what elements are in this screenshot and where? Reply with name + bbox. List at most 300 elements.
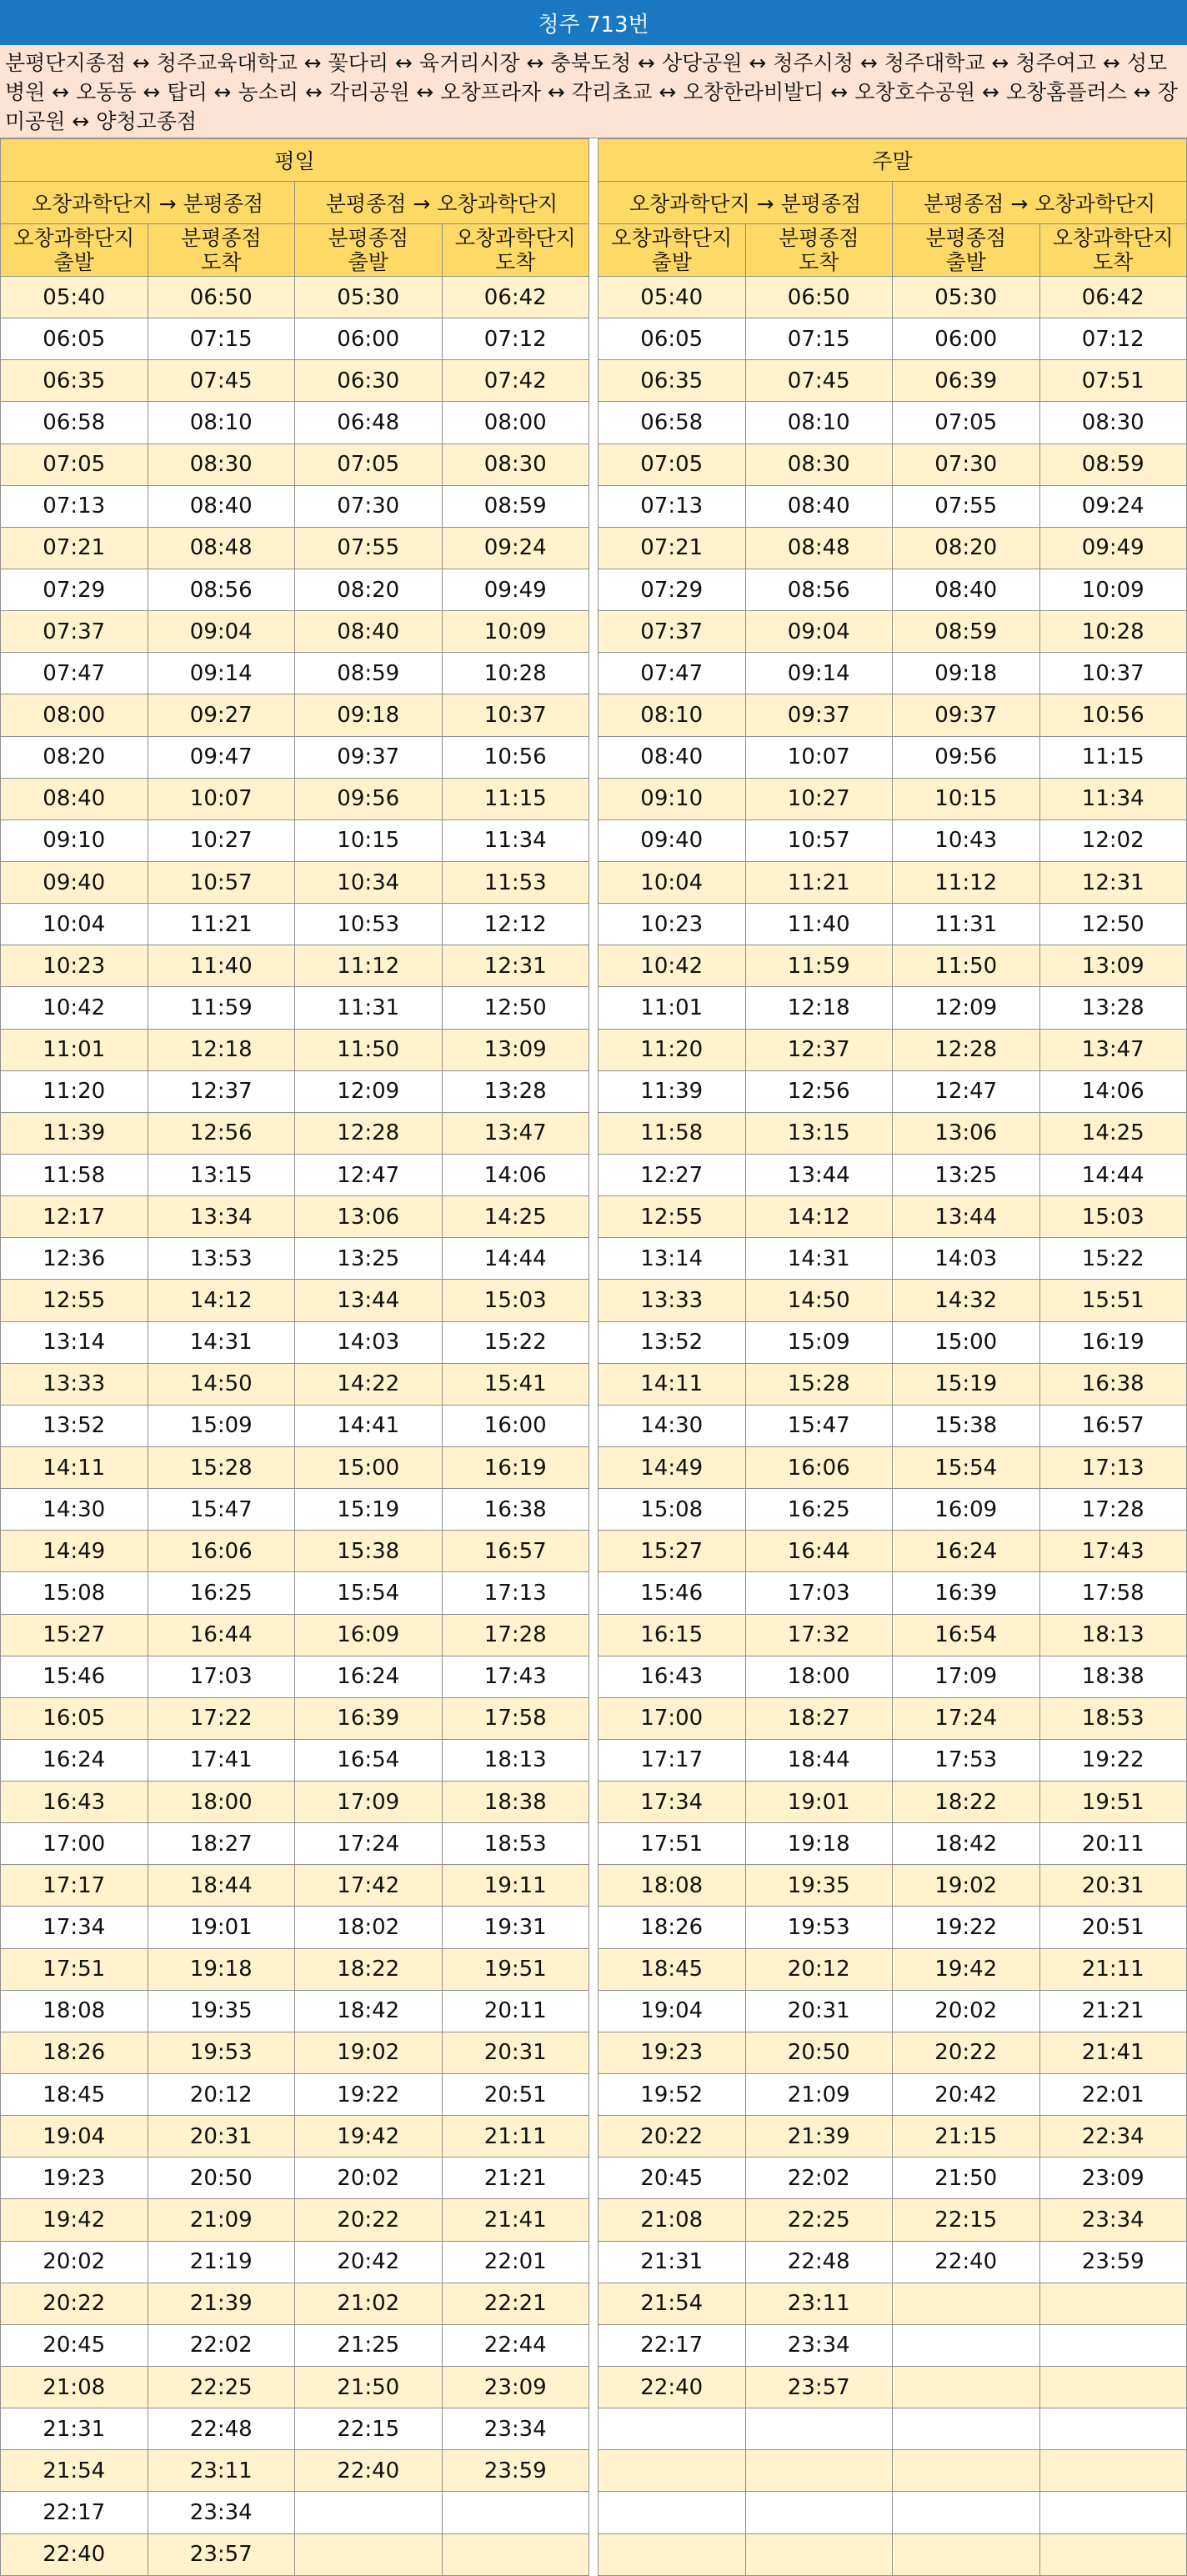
table-row [1, 653, 589, 694]
time-cell: 05:40 [1, 277, 148, 318]
time-cell: 13:52 [1, 1405, 148, 1446]
time-cell: 13:28 [1039, 987, 1187, 1029]
time-cell: 11:40 [148, 945, 295, 987]
time-cell: 20:31 [148, 2116, 295, 2158]
table-row [1, 277, 589, 318]
table-row [599, 1238, 1187, 1280]
time-cell: 15:28 [745, 1363, 893, 1405]
time-cell: 11:21 [148, 904, 295, 945]
table-row [1, 2367, 589, 2408]
time-cell: 20:22 [599, 2116, 746, 2158]
table-row [1, 1614, 589, 1656]
time-cell: 16:57 [442, 1531, 589, 1572]
time-cell: 12:09 [893, 987, 1040, 1029]
table-row [1, 2158, 589, 2199]
time-cell: 23:59 [442, 2450, 589, 2492]
time-cell: 08:59 [893, 611, 1040, 653]
time-cell: 15:00 [295, 1446, 443, 1488]
time-cell: 17:24 [295, 1823, 443, 1865]
time-cell: 12:27 [599, 1154, 746, 1195]
time-cell: 21:21 [1039, 1990, 1187, 2032]
time-cell: 08:48 [745, 527, 893, 569]
table-row [599, 2367, 1187, 2408]
time-cell: 22:21 [442, 2283, 589, 2324]
time-cell: 17:13 [1039, 1446, 1187, 1488]
time-cell: 07:05 [599, 444, 746, 485]
time-cell: 10:37 [1039, 653, 1187, 694]
time-cell: 11:39 [599, 1070, 746, 1112]
time-cell: 17:24 [893, 1697, 1040, 1739]
time-cell: 21:39 [745, 2116, 893, 2158]
time-cell [893, 2533, 1040, 2575]
time-cell: 12:17 [1, 1196, 148, 1238]
time-cell: 05:40 [599, 277, 746, 318]
time-cell: 14:06 [442, 1154, 589, 1195]
time-cell: 14:30 [1, 1489, 148, 1531]
time-cell: 17:28 [442, 1614, 589, 1656]
time-cell: 18:45 [599, 1948, 746, 1990]
time-cell: 17:17 [599, 1739, 746, 1781]
time-cell: 06:48 [295, 402, 443, 444]
time-cell: 11:58 [1, 1154, 148, 1195]
time-cell [745, 2533, 893, 2575]
time-cell [1039, 2492, 1187, 2533]
table-row [599, 1446, 1187, 1488]
time-cell: 19:18 [745, 1823, 893, 1865]
time-cell [745, 2408, 893, 2450]
time-cell: 11:31 [893, 904, 1040, 945]
weekday-header: 평일 [1, 139, 589, 182]
time-cell: 22:15 [893, 2199, 1040, 2241]
time-cell: 09:37 [745, 694, 893, 736]
table-row [1, 987, 589, 1029]
time-cell: 16:54 [295, 1739, 443, 1781]
time-cell: 15:54 [295, 1572, 443, 1614]
time-cell: 22:40 [893, 2241, 1040, 2283]
time-cell: 07:12 [442, 318, 589, 360]
col-header-depart: 오창과학단지 출발 [599, 224, 746, 277]
table-row [599, 1739, 1187, 1781]
time-cell: 12:09 [295, 1070, 443, 1112]
time-cell: 21:50 [893, 2158, 1040, 2199]
time-cell: 14:06 [1039, 1070, 1187, 1112]
table-row [599, 1363, 1187, 1405]
time-cell: 21:08 [599, 2199, 746, 2241]
time-cell: 13:34 [148, 1196, 295, 1238]
table-row [1, 1029, 589, 1070]
time-cell [1039, 2450, 1187, 2492]
time-cell: 12:37 [148, 1070, 295, 1112]
table-row [599, 904, 1187, 945]
time-cell: 10:15 [893, 778, 1040, 819]
table-row [1, 527, 589, 569]
time-cell: 23:09 [1039, 2158, 1187, 2199]
time-cell: 10:34 [295, 861, 443, 903]
table-row [599, 569, 1187, 610]
table-row [1, 1572, 589, 1614]
time-cell [893, 2450, 1040, 2492]
table-row [599, 1948, 1187, 1990]
time-cell: 14:30 [599, 1405, 746, 1446]
table-row [599, 611, 1187, 653]
table-row [599, 2492, 1187, 2533]
time-cell: 08:10 [599, 694, 746, 736]
time-cell: 14:49 [599, 1446, 746, 1488]
time-cell: 19:53 [745, 1907, 893, 1948]
time-cell [599, 2408, 746, 2450]
time-cell: 06:58 [1, 402, 148, 444]
time-cell: 23:11 [745, 2283, 893, 2324]
time-cell: 13:28 [442, 1070, 589, 1112]
time-cell: 19:01 [148, 1907, 295, 1948]
time-cell: 05:30 [295, 277, 443, 318]
table-row [1, 1196, 589, 1238]
time-cell: 15:19 [893, 1363, 1040, 1405]
time-cell: 11:39 [1, 1112, 148, 1154]
time-cell: 18:44 [745, 1739, 893, 1781]
table-row [599, 1070, 1187, 1112]
time-cell: 22:02 [148, 2324, 295, 2366]
time-cell: 12:31 [1039, 861, 1187, 903]
time-cell: 16:06 [148, 1531, 295, 1572]
time-cell: 17:00 [599, 1697, 746, 1739]
time-cell [295, 2492, 443, 2533]
time-cell: 12:18 [148, 1029, 295, 1070]
time-cell: 21:54 [1, 2450, 148, 2492]
table-row [599, 1990, 1187, 2032]
time-cell: 18:42 [295, 1990, 443, 2032]
time-cell: 15:08 [1, 1572, 148, 1614]
table-row [1, 2533, 589, 2575]
time-cell: 20:22 [893, 2032, 1040, 2073]
time-cell [442, 2533, 589, 2575]
time-cell: 19:35 [148, 1990, 295, 2032]
time-cell: 19:31 [442, 1907, 589, 1948]
time-cell: 07:47 [1, 653, 148, 694]
time-cell: 17:41 [148, 1739, 295, 1781]
time-cell: 13:33 [599, 1280, 746, 1321]
time-cell [893, 2283, 1040, 2324]
time-cell: 11:50 [295, 1029, 443, 1070]
table-row [1, 1907, 589, 1948]
time-cell: 21:02 [295, 2283, 443, 2324]
time-cell: 18:53 [442, 1823, 589, 1865]
time-cell: 22:01 [1039, 2074, 1187, 2116]
time-cell: 06:00 [295, 318, 443, 360]
time-cell: 23:57 [148, 2533, 295, 2575]
time-cell: 22:40 [295, 2450, 443, 2492]
time-cell: 08:40 [893, 569, 1040, 610]
time-cell: 16:43 [1, 1782, 148, 1823]
table-row [1, 1405, 589, 1446]
table-row [599, 527, 1187, 569]
time-cell: 18:08 [1, 1990, 148, 2032]
time-cell [745, 2492, 893, 2533]
time-cell: 10:07 [745, 736, 893, 778]
time-cell: 14:50 [745, 1280, 893, 1321]
time-cell: 14:50 [148, 1363, 295, 1405]
weekend-direction-1: 오창과학단지 → 분평종점 [599, 182, 893, 224]
time-cell: 08:40 [295, 611, 443, 653]
time-cell: 23:34 [148, 2492, 295, 2533]
table-row [599, 819, 1187, 861]
table-row [599, 1823, 1187, 1865]
table-row [599, 2241, 1187, 2283]
table-row [599, 945, 1187, 987]
time-cell: 06:35 [599, 360, 746, 402]
time-cell: 11:15 [442, 778, 589, 819]
time-cell: 15:27 [599, 1531, 746, 1572]
time-cell: 16:54 [893, 1614, 1040, 1656]
time-cell: 22:01 [442, 2241, 589, 2283]
time-cell: 21:21 [442, 2158, 589, 2199]
table-row [599, 2283, 1187, 2324]
time-cell: 08:59 [295, 653, 443, 694]
time-cell: 08:30 [442, 444, 589, 485]
route-stops: 분평단지종점 ↔ 청주교육대학교 ↔ 꽃다리 ↔ 육거리시장 ↔ 충북도청 ↔ 상당공원 ↔ 청주시청 ↔ 청주대학교 ↔ 청주여고 ↔ 성모병원 ↔ 오동동 ↔ 탑리 ↔ 농소리 ↔ 각리공원 ↔ 오창프라자 ↔ 각리초교 ↔ 오창한라비발디 ↔ 오창호수공원 ↔ 오창홈플러스 ↔ 장미공원 ↔ 양청고종점 [0, 45, 1187, 138]
col-header-arrive: 오창과학단지 도착 [442, 224, 589, 277]
time-cell: 11:20 [1, 1070, 148, 1112]
time-cell: 23:09 [442, 2367, 589, 2408]
time-cell: 15:38 [893, 1405, 1040, 1446]
col-header-arrive: 분평종점 도착 [148, 224, 295, 277]
time-cell: 13:15 [745, 1112, 893, 1154]
time-cell: 07:42 [442, 360, 589, 402]
table-row [599, 1614, 1187, 1656]
table-row [599, 1154, 1187, 1195]
time-cell: 19:22 [1039, 1739, 1187, 1781]
time-cell: 22:40 [1, 2533, 148, 2575]
time-cell: 10:57 [745, 819, 893, 861]
table-row [1, 1280, 589, 1321]
time-cell: 09:14 [745, 653, 893, 694]
time-cell: 08:20 [1, 736, 148, 778]
time-cell: 07:13 [599, 485, 746, 527]
table-row [599, 653, 1187, 694]
time-cell: 08:30 [148, 444, 295, 485]
table-row [1, 318, 589, 360]
time-cell: 08:10 [745, 402, 893, 444]
time-cell: 15:08 [599, 1489, 746, 1531]
time-cell: 17:34 [599, 1782, 746, 1823]
time-cell: 14:22 [295, 1363, 443, 1405]
table-row [599, 1280, 1187, 1321]
time-cell: 08:56 [148, 569, 295, 610]
time-cell: 17:58 [1039, 1572, 1187, 1614]
time-cell: 20:02 [1, 2241, 148, 2283]
time-cell: 07:37 [1, 611, 148, 653]
time-cell: 12:50 [1039, 904, 1187, 945]
time-cell: 20:42 [295, 2241, 443, 2283]
time-cell: 17:43 [442, 1656, 589, 1697]
time-cell: 23:34 [745, 2324, 893, 2366]
time-cell: 09:37 [295, 736, 443, 778]
time-cell: 20:11 [1039, 1823, 1187, 1865]
time-cell: 06:05 [1, 318, 148, 360]
time-cell: 19:18 [148, 1948, 295, 1990]
time-cell: 18:27 [148, 1823, 295, 1865]
table-row [1, 1865, 589, 1907]
time-cell: 20:31 [442, 2032, 589, 2073]
time-cell: 08:00 [442, 402, 589, 444]
time-cell: 22:25 [745, 2199, 893, 2241]
table-row [599, 1572, 1187, 1614]
time-cell: 13:14 [1, 1321, 148, 1363]
table-row [599, 1029, 1187, 1070]
table-row [599, 987, 1187, 1029]
time-cell [893, 2408, 1040, 2450]
time-cell: 16:25 [148, 1572, 295, 1614]
time-cell: 20:50 [148, 2158, 295, 2199]
time-cell: 05:30 [893, 277, 1040, 318]
time-cell: 10:23 [599, 904, 746, 945]
table-row [1, 1739, 589, 1781]
time-cell: 13:47 [1039, 1029, 1187, 1070]
table-row [599, 444, 1187, 485]
time-cell: 21:41 [1039, 2032, 1187, 2073]
time-cell: 22:48 [148, 2408, 295, 2450]
table-row [1, 569, 589, 610]
time-cell: 15:41 [442, 1363, 589, 1405]
table-row [1, 2283, 589, 2324]
time-cell: 06:50 [745, 277, 893, 318]
time-cell: 17:00 [1, 1823, 148, 1865]
table-row [599, 402, 1187, 444]
time-cell: 17:32 [745, 1614, 893, 1656]
time-cell [599, 2450, 746, 2492]
time-cell: 21:54 [599, 2283, 746, 2324]
time-cell: 12:50 [442, 987, 589, 1029]
time-cell: 14:12 [745, 1196, 893, 1238]
time-cell: 10:27 [148, 819, 295, 861]
time-cell: 16:38 [442, 1489, 589, 1531]
time-cell: 10:56 [442, 736, 589, 778]
time-cell: 23:34 [442, 2408, 589, 2450]
time-cell: 19:11 [442, 1865, 589, 1907]
weekend-rows [599, 277, 1187, 2576]
time-cell: 17:09 [893, 1656, 1040, 1697]
table-row [1, 2199, 589, 2241]
time-cell: 06:35 [1, 360, 148, 402]
time-cell: 06:39 [893, 360, 1040, 402]
time-cell: 09:56 [295, 778, 443, 819]
time-cell [1039, 2367, 1187, 2408]
time-cell: 15:03 [442, 1280, 589, 1321]
time-cell: 18:08 [599, 1865, 746, 1907]
time-cell: 18:38 [442, 1782, 589, 1823]
time-cell: 09:49 [442, 569, 589, 610]
time-cell: 07:21 [599, 527, 746, 569]
time-cell: 22:48 [745, 2241, 893, 2283]
time-cell: 10:04 [599, 861, 746, 903]
time-cell: 19:02 [295, 2032, 443, 2073]
time-cell: 20:45 [1, 2324, 148, 2366]
time-cell: 08:59 [1039, 444, 1187, 485]
table-row [599, 778, 1187, 819]
time-cell: 16:38 [1039, 1363, 1187, 1405]
time-cell: 09:14 [148, 653, 295, 694]
time-cell: 08:00 [1, 694, 148, 736]
time-cell: 07:12 [1039, 318, 1187, 360]
table-row [1, 360, 589, 402]
time-cell: 18:13 [442, 1739, 589, 1781]
time-cell: 10:56 [1039, 694, 1187, 736]
time-cell: 09:47 [148, 736, 295, 778]
time-cell: 07:55 [893, 485, 1040, 527]
time-cell: 23:57 [745, 2367, 893, 2408]
table-row [1, 861, 589, 903]
time-cell: 12:31 [442, 945, 589, 987]
time-cell: 20:31 [745, 1990, 893, 2032]
table-row [599, 2450, 1187, 2492]
time-cell: 10:42 [599, 945, 746, 987]
table-row [1, 736, 589, 778]
time-cell: 13:06 [893, 1112, 1040, 1154]
time-cell: 09:37 [893, 694, 1040, 736]
table-row [599, 2199, 1187, 2241]
time-cell: 21:39 [148, 2283, 295, 2324]
time-cell: 12:28 [893, 1029, 1040, 1070]
time-cell: 20:45 [599, 2158, 746, 2199]
time-cell: 16:44 [148, 1614, 295, 1656]
time-cell: 07:05 [1, 444, 148, 485]
time-cell [1039, 2324, 1187, 2366]
time-cell: 09:24 [1039, 485, 1187, 527]
time-cell: 17:22 [148, 1697, 295, 1739]
table-row [599, 736, 1187, 778]
table-row [1, 485, 589, 527]
table-row [1, 1948, 589, 1990]
time-cell: 15:28 [148, 1446, 295, 1488]
timetable-area [0, 138, 1187, 2576]
time-cell: 06:50 [148, 277, 295, 318]
time-cell: 21:41 [442, 2199, 589, 2241]
time-cell: 15:51 [1039, 1280, 1187, 1321]
time-cell: 13:47 [442, 1112, 589, 1154]
time-cell: 07:37 [599, 611, 746, 653]
time-cell: 10:07 [148, 778, 295, 819]
time-cell: 17:13 [442, 1572, 589, 1614]
time-cell: 21:09 [745, 2074, 893, 2116]
time-cell: 11:53 [442, 861, 589, 903]
time-cell: 14:25 [442, 1196, 589, 1238]
table-row [1, 2450, 589, 2492]
table-row [1, 1112, 589, 1154]
time-cell: 13:53 [148, 1238, 295, 1280]
table-row [599, 1405, 1187, 1446]
time-cell: 17:34 [1, 1907, 148, 1948]
time-cell: 17:42 [295, 1865, 443, 1907]
time-cell: 13:44 [893, 1196, 1040, 1238]
table-row [1, 694, 589, 736]
time-cell: 13:09 [442, 1029, 589, 1070]
time-cell: 20:50 [745, 2032, 893, 2073]
time-cell: 16:44 [745, 1531, 893, 1572]
table-row [599, 360, 1187, 402]
time-cell: 20:12 [745, 1948, 893, 1990]
time-cell: 17:28 [1039, 1489, 1187, 1531]
time-cell: 22:17 [1, 2492, 148, 2533]
weekend-header: 주말 [599, 139, 1187, 182]
time-cell: 13:14 [599, 1238, 746, 1280]
time-cell: 09:49 [1039, 527, 1187, 569]
time-cell: 20:51 [1039, 1907, 1187, 1948]
time-cell: 11:01 [1, 1029, 148, 1070]
time-cell: 11:59 [745, 945, 893, 987]
table-row [599, 2408, 1187, 2450]
table-row [599, 2533, 1187, 2575]
time-cell: 11:01 [599, 987, 746, 1029]
